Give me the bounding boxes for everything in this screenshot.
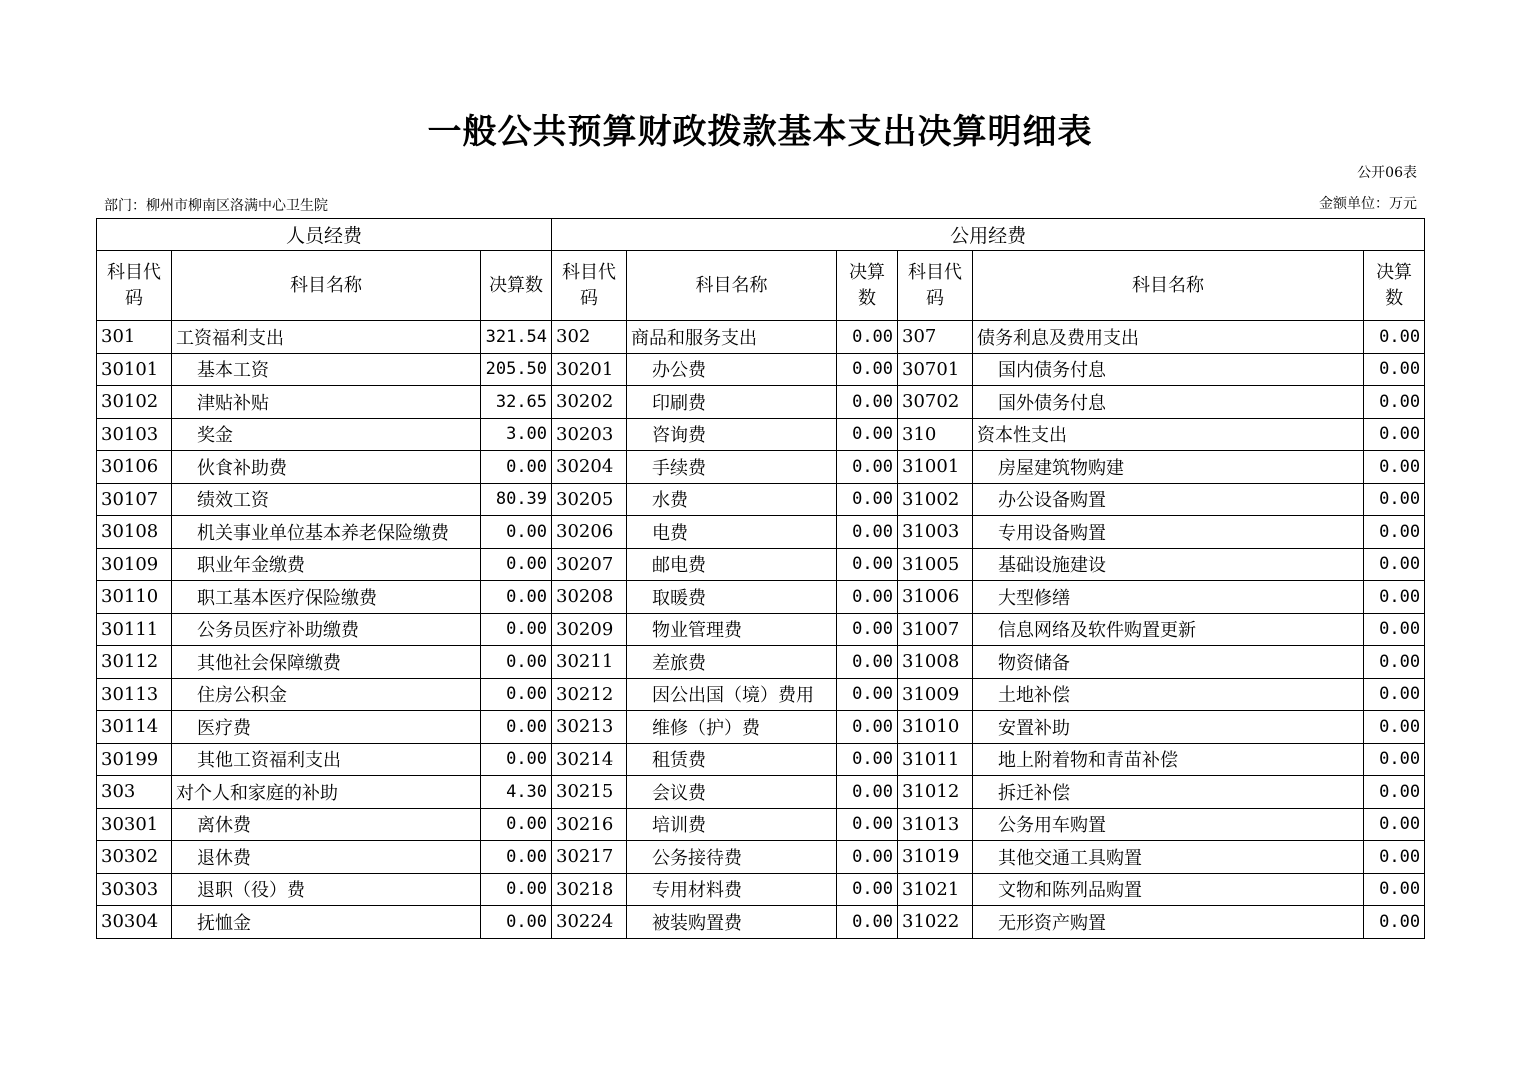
group-header-personnel: 人员经费 xyxy=(97,219,552,251)
personnel-amount-cell: 0.00 xyxy=(481,451,552,484)
goods-amount-cell: 0.00 xyxy=(837,581,898,614)
personnel-amount-cell: 0.00 xyxy=(481,743,552,776)
personnel-name-cell: 对个人和家庭的补助 xyxy=(172,776,481,809)
goods-name-cell: 因公出国（境）费用 xyxy=(627,678,837,711)
personnel-amount-cell: 3.00 xyxy=(481,418,552,451)
department-label: 部门：柳州市柳南区洛满中心卫生院 xyxy=(104,198,328,214)
personnel-amount-cell: 80.39 xyxy=(481,483,552,516)
personnel-code-cell: 301 xyxy=(97,321,172,354)
capital-amount-cell: 0.00 xyxy=(1364,548,1425,581)
goods-code-cell: 30206 xyxy=(552,516,627,549)
capital-amount-cell: 0.00 xyxy=(1364,873,1425,906)
goods-amount-cell: 0.00 xyxy=(837,321,898,354)
capital-amount-cell: 0.00 xyxy=(1364,321,1425,354)
personnel-code-cell: 30304 xyxy=(97,906,172,939)
personnel-name-cell: 基本工资 xyxy=(172,353,481,386)
personnel-name-cell: 公务员医疗补助缴费 xyxy=(172,613,481,646)
personnel-amount-cell: 0.00 xyxy=(481,548,552,581)
capital-name-cell: 信息网络及软件购置更新 xyxy=(973,613,1364,646)
personnel-amount-cell: 0.00 xyxy=(481,516,552,549)
personnel-name-cell: 伙食补助费 xyxy=(172,451,481,484)
goods-amount-cell: 0.00 xyxy=(837,483,898,516)
personnel-amount-cell: 321.54 xyxy=(481,321,552,354)
capital-name-cell: 地上附着物和青苗补偿 xyxy=(973,743,1364,776)
capital-amount-cell: 0.00 xyxy=(1364,353,1425,386)
group-header-public: 公用经费 xyxy=(552,219,1425,251)
goods-code-cell: 30208 xyxy=(552,581,627,614)
personnel-amount-cell: 0.00 xyxy=(481,841,552,874)
personnel-name-cell: 退休费 xyxy=(172,841,481,874)
goods-name-cell: 水费 xyxy=(627,483,837,516)
capital-amount-cell: 0.00 xyxy=(1364,808,1425,841)
table-body xyxy=(97,321,1425,939)
capital-name-cell: 办公设备购置 xyxy=(973,483,1364,516)
personnel-name-cell: 津贴补贴 xyxy=(172,386,481,419)
capital-code-cell: 31013 xyxy=(898,808,973,841)
capital-code-cell: 31022 xyxy=(898,906,973,939)
goods-name-cell: 会议费 xyxy=(627,776,837,809)
personnel-code-cell: 30106 xyxy=(97,451,172,484)
goods-name-cell: 维修（护）费 xyxy=(627,711,837,744)
goods-name-cell: 差旅费 xyxy=(627,646,837,679)
goods-name-cell: 手续费 xyxy=(627,451,837,484)
capital-name-cell: 拆迁补偿 xyxy=(973,776,1364,809)
personnel-amount-cell: 32.65 xyxy=(481,386,552,419)
table-row xyxy=(97,776,1425,809)
capital-amount-cell: 0.00 xyxy=(1364,386,1425,419)
goods-name-cell: 培训费 xyxy=(627,808,837,841)
table-row xyxy=(97,321,1425,354)
goods-code-cell: 30205 xyxy=(552,483,627,516)
goods-name-cell: 租赁费 xyxy=(627,743,837,776)
goods-name-cell: 被装购置费 xyxy=(627,906,837,939)
goods-name-cell: 咨询费 xyxy=(627,418,837,451)
column-header-code: 科目代码 xyxy=(97,251,172,321)
capital-amount-cell: 0.00 xyxy=(1364,906,1425,939)
personnel-amount-cell: 0.00 xyxy=(481,906,552,939)
goods-code-cell: 30202 xyxy=(552,386,627,419)
personnel-amount-cell: 0.00 xyxy=(481,613,552,646)
goods-name-cell: 专用材料费 xyxy=(627,873,837,906)
personnel-code-cell: 30102 xyxy=(97,386,172,419)
personnel-code-cell: 30108 xyxy=(97,516,172,549)
expenditure-table xyxy=(96,218,1425,939)
capital-code-cell: 31006 xyxy=(898,581,973,614)
capital-code-cell: 30702 xyxy=(898,386,973,419)
goods-amount-cell: 0.00 xyxy=(837,548,898,581)
column-header-amount: 决算数 xyxy=(837,251,898,321)
goods-amount-cell: 0.00 xyxy=(837,646,898,679)
capital-name-cell: 基础设施建设 xyxy=(973,548,1364,581)
capital-amount-cell: 0.00 xyxy=(1364,418,1425,451)
goods-amount-cell: 0.00 xyxy=(837,776,898,809)
capital-code-cell: 31002 xyxy=(898,483,973,516)
capital-name-cell: 安置补助 xyxy=(973,711,1364,744)
personnel-code-cell: 30199 xyxy=(97,743,172,776)
column-header-amount: 决算数 xyxy=(1364,251,1425,321)
personnel-amount-cell: 0.00 xyxy=(481,678,552,711)
personnel-code-cell: 30101 xyxy=(97,353,172,386)
personnel-code-cell: 30303 xyxy=(97,873,172,906)
capital-code-cell: 307 xyxy=(898,321,973,354)
goods-amount-cell: 0.00 xyxy=(837,386,898,419)
personnel-code-cell: 303 xyxy=(97,776,172,809)
personnel-amount-cell: 0.00 xyxy=(481,711,552,744)
goods-amount-cell: 0.00 xyxy=(837,613,898,646)
table-row xyxy=(97,906,1425,939)
table-row xyxy=(97,808,1425,841)
goods-amount-cell: 0.00 xyxy=(837,451,898,484)
table-row xyxy=(97,743,1425,776)
goods-amount-cell: 0.00 xyxy=(837,516,898,549)
personnel-code-cell: 30302 xyxy=(97,841,172,874)
personnel-amount-cell: 4.30 xyxy=(481,776,552,809)
goods-name-cell: 取暖费 xyxy=(627,581,837,614)
goods-amount-cell: 0.00 xyxy=(837,841,898,874)
table-row xyxy=(97,613,1425,646)
page-title: 一般公共预算财政拨款基本支出决算明细表 xyxy=(427,112,1093,152)
goods-amount-cell: 0.00 xyxy=(837,353,898,386)
capital-name-cell: 其他交通工具购置 xyxy=(973,841,1364,874)
capital-name-cell: 物资储备 xyxy=(973,646,1364,679)
capital-name-cell: 大型修缮 xyxy=(973,581,1364,614)
goods-code-cell: 30214 xyxy=(552,743,627,776)
goods-code-cell: 30213 xyxy=(552,711,627,744)
personnel-name-cell: 其他社会保障缴费 xyxy=(172,646,481,679)
capital-amount-cell: 0.00 xyxy=(1364,678,1425,711)
personnel-code-cell: 30111 xyxy=(97,613,172,646)
personnel-name-cell: 绩效工资 xyxy=(172,483,481,516)
personnel-name-cell: 离休费 xyxy=(172,808,481,841)
table-row xyxy=(97,646,1425,679)
capital-name-cell: 房屋建筑物购建 xyxy=(973,451,1364,484)
goods-name-cell: 物业管理费 xyxy=(627,613,837,646)
capital-amount-cell: 0.00 xyxy=(1364,516,1425,549)
capital-amount-cell: 0.00 xyxy=(1364,743,1425,776)
capital-amount-cell: 0.00 xyxy=(1364,646,1425,679)
goods-code-cell: 30207 xyxy=(552,548,627,581)
capital-name-cell: 专用设备购置 xyxy=(973,516,1364,549)
capital-code-cell: 31019 xyxy=(898,841,973,874)
goods-amount-cell: 0.00 xyxy=(837,873,898,906)
personnel-name-cell: 抚恤金 xyxy=(172,906,481,939)
capital-name-cell: 债务利息及费用支出 xyxy=(973,321,1364,354)
goods-amount-cell: 0.00 xyxy=(837,743,898,776)
goods-code-cell: 30203 xyxy=(552,418,627,451)
personnel-name-cell: 机关事业单位基本养老保险缴费 xyxy=(172,516,481,549)
goods-amount-cell: 0.00 xyxy=(837,418,898,451)
capital-code-cell: 31009 xyxy=(898,678,973,711)
personnel-name-cell: 职工基本医疗保险缴费 xyxy=(172,581,481,614)
personnel-amount-cell: 0.00 xyxy=(481,808,552,841)
personnel-name-cell: 工资福利支出 xyxy=(172,321,481,354)
form-number: 公开06表 xyxy=(1357,165,1417,181)
personnel-name-cell: 退职（役）费 xyxy=(172,873,481,906)
column-header-amount: 决算数 xyxy=(481,251,552,321)
personnel-name-cell: 其他工资福利支出 xyxy=(172,743,481,776)
column-header-name: 科目名称 xyxy=(973,251,1364,321)
capital-code-cell: 31007 xyxy=(898,613,973,646)
table-row xyxy=(97,483,1425,516)
goods-code-cell: 30217 xyxy=(552,841,627,874)
table-row xyxy=(97,581,1425,614)
goods-code-cell: 302 xyxy=(552,321,627,354)
goods-name-cell: 电费 xyxy=(627,516,837,549)
goods-code-cell: 30224 xyxy=(552,906,627,939)
personnel-name-cell: 奖金 xyxy=(172,418,481,451)
personnel-code-cell: 30112 xyxy=(97,646,172,679)
personnel-code-cell: 30103 xyxy=(97,418,172,451)
table-row xyxy=(97,678,1425,711)
capital-code-cell: 31003 xyxy=(898,516,973,549)
capital-name-cell: 国外债务付息 xyxy=(973,386,1364,419)
goods-code-cell: 30212 xyxy=(552,678,627,711)
capital-code-cell: 30701 xyxy=(898,353,973,386)
personnel-code-cell: 30301 xyxy=(97,808,172,841)
personnel-name-cell: 医疗费 xyxy=(172,711,481,744)
capital-amount-cell: 0.00 xyxy=(1364,613,1425,646)
table-row xyxy=(97,516,1425,549)
goods-name-cell: 印刷费 xyxy=(627,386,837,419)
goods-code-cell: 30216 xyxy=(552,808,627,841)
goods-name-cell: 办公费 xyxy=(627,353,837,386)
capital-code-cell: 31001 xyxy=(898,451,973,484)
column-header-name: 科目名称 xyxy=(172,251,481,321)
goods-code-cell: 30211 xyxy=(552,646,627,679)
goods-amount-cell: 0.00 xyxy=(837,808,898,841)
goods-amount-cell: 0.00 xyxy=(837,711,898,744)
column-header-name: 科目名称 xyxy=(627,251,837,321)
goods-amount-cell: 0.00 xyxy=(837,906,898,939)
column-header-code: 科目代码 xyxy=(898,251,973,321)
table-row xyxy=(97,841,1425,874)
capital-amount-cell: 0.00 xyxy=(1364,776,1425,809)
capital-name-cell: 无形资产购置 xyxy=(973,906,1364,939)
personnel-code-cell: 30114 xyxy=(97,711,172,744)
unit-label: 金额单位：万元 xyxy=(1319,196,1417,212)
table-row xyxy=(97,418,1425,451)
capital-amount-cell: 0.00 xyxy=(1364,451,1425,484)
goods-code-cell: 30204 xyxy=(552,451,627,484)
personnel-code-cell: 30113 xyxy=(97,678,172,711)
capital-name-cell: 资本性支出 xyxy=(973,418,1364,451)
capital-amount-cell: 0.00 xyxy=(1364,581,1425,614)
personnel-amount-cell: 0.00 xyxy=(481,646,552,679)
goods-name-cell: 邮电费 xyxy=(627,548,837,581)
goods-name-cell: 商品和服务支出 xyxy=(627,321,837,354)
capital-name-cell: 公务用车购置 xyxy=(973,808,1364,841)
table-row xyxy=(97,386,1425,419)
table-row xyxy=(97,451,1425,484)
goods-code-cell: 30215 xyxy=(552,776,627,809)
capital-code-cell: 31005 xyxy=(898,548,973,581)
capital-code-cell: 31011 xyxy=(898,743,973,776)
goods-name-cell: 公务接待费 xyxy=(627,841,837,874)
capital-amount-cell: 0.00 xyxy=(1364,711,1425,744)
capital-code-cell: 31008 xyxy=(898,646,973,679)
personnel-code-cell: 30107 xyxy=(97,483,172,516)
goods-code-cell: 30209 xyxy=(552,613,627,646)
table-row xyxy=(97,548,1425,581)
personnel-amount-cell: 205.50 xyxy=(481,353,552,386)
goods-amount-cell: 0.00 xyxy=(837,678,898,711)
personnel-amount-cell: 0.00 xyxy=(481,581,552,614)
column-header-code: 科目代码 xyxy=(552,251,627,321)
capital-code-cell: 31021 xyxy=(898,873,973,906)
capital-name-cell: 国内债务付息 xyxy=(973,353,1364,386)
goods-code-cell: 30218 xyxy=(552,873,627,906)
table-row xyxy=(97,873,1425,906)
personnel-name-cell: 职业年金缴费 xyxy=(172,548,481,581)
table-row xyxy=(97,711,1425,744)
capital-code-cell: 310 xyxy=(898,418,973,451)
capital-code-cell: 31012 xyxy=(898,776,973,809)
personnel-name-cell: 住房公积金 xyxy=(172,678,481,711)
personnel-amount-cell: 0.00 xyxy=(481,873,552,906)
goods-code-cell: 30201 xyxy=(552,353,627,386)
personnel-code-cell: 30109 xyxy=(97,548,172,581)
capital-amount-cell: 0.00 xyxy=(1364,483,1425,516)
capital-code-cell: 31010 xyxy=(898,711,973,744)
capital-name-cell: 文物和陈列品购置 xyxy=(973,873,1364,906)
capital-amount-cell: 0.00 xyxy=(1364,841,1425,874)
capital-name-cell: 土地补偿 xyxy=(973,678,1364,711)
table-row xyxy=(97,353,1425,386)
personnel-code-cell: 30110 xyxy=(97,581,172,614)
